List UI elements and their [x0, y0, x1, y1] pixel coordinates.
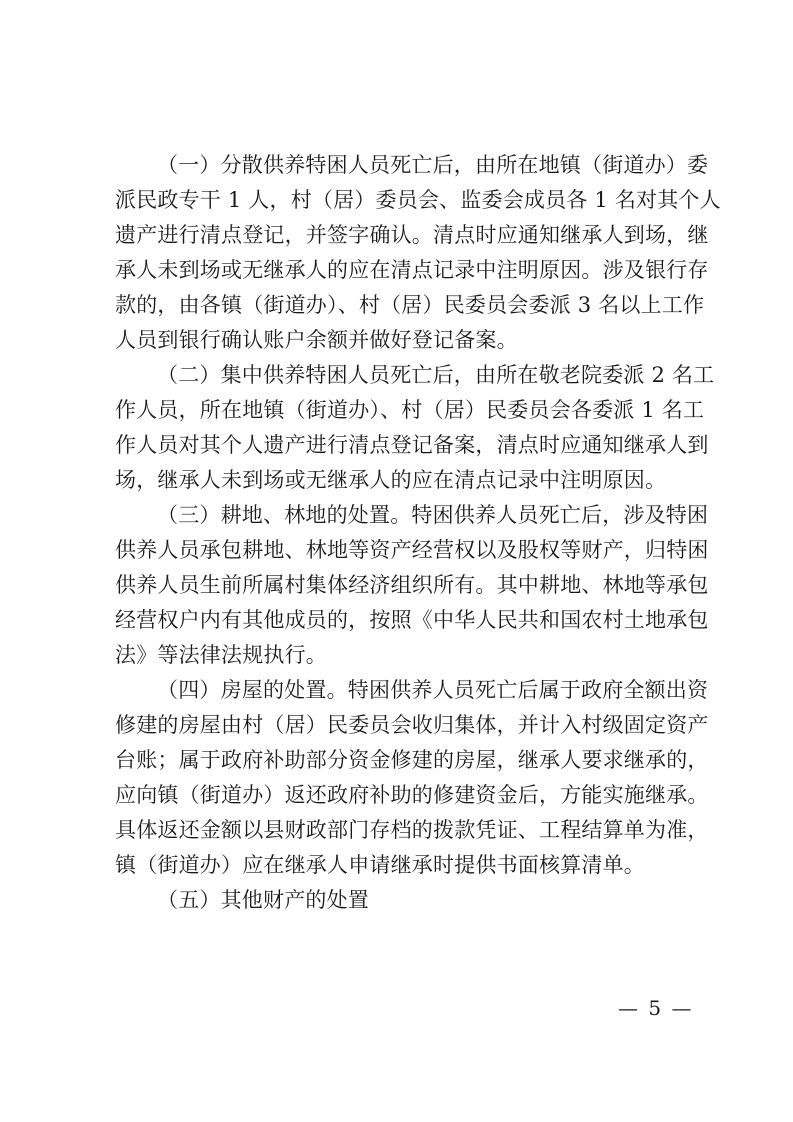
text-line: 供养人员生前所属村集体经济组织所有。其中耕地、林地等承包 [115, 573, 709, 597]
paragraph [115, 498, 709, 673]
text-line: 法》等法律法规执行。 [115, 643, 327, 667]
text-line: 承人未到场或无继承人的应在清点记录中注明原因。涉及银行存 [115, 258, 709, 282]
text-line: 派民政专干 1 人，村（居）委员会、监委会成员各 1 名对其个人 [115, 188, 721, 212]
text-line: 台账；属于政府补助部分资金修建的房屋，继承人要求继承的， [115, 748, 709, 772]
text-line: 镇（街道办）应在继承人申请继承时提供书面核算清单。 [115, 853, 645, 877]
text-line: （二）集中供养特困人员死亡后，由所在敬老院委派 2 名工 [157, 363, 715, 387]
text-line: 供养人员承包耕地、林地等资产经营权以及股权等财产，归特困 [115, 538, 709, 562]
text-line: （四）房屋的处置。特困供养人员死亡后属于政府全额出资 [157, 678, 709, 702]
page-number: — 5 — [618, 996, 694, 1020]
document-body [115, 148, 721, 918]
text-line: 应向镇（街道办）返还政府补助的修建资金后，方能实施继承。 [115, 783, 709, 807]
text-line: 作人员对其个人遗产进行清点登记备案，清点时应通知继承人到 [115, 433, 709, 457]
text-line: （三）耕地、林地的处置。特困供养人员死亡后，涉及特困 [157, 503, 709, 527]
text-line: 遗产进行清点登记，并签字确认。清点时应通知继承人到场，继 [115, 223, 709, 247]
text-line: 场，继承人未到场或无继承人的应在清点记录中注明原因。 [115, 468, 667, 492]
text-line: 人员到银行确认账户余额并做好登记备案。 [115, 328, 518, 352]
text-line: 经营权户内有其他成员的，按照《中华人民共和国农村土地承包 [115, 608, 709, 632]
text-line: （一）分散供养特困人员死亡后，由所在地镇（街道办）委 [157, 153, 709, 177]
text-line: 修建的房屋由村（居）民委员会收归集体，并计入村级固定资产 [115, 713, 709, 737]
text-line: （五）其他财产的处置 [157, 888, 369, 912]
paragraph [115, 673, 709, 883]
text-line: 款的，由各镇（街道办）、村（居）民委员会委派 3 名以上工作 [115, 293, 705, 317]
paragraph [115, 883, 685, 918]
paragraph [115, 148, 721, 358]
text-line: 具体返还金额以县财政部门存档的拨款凭证、工程结算单为准， [115, 818, 709, 842]
text-line: 作人员，所在地镇（街道办）、村（居）民委员会各委派 1 名工 [115, 398, 705, 422]
paragraph [115, 358, 715, 498]
